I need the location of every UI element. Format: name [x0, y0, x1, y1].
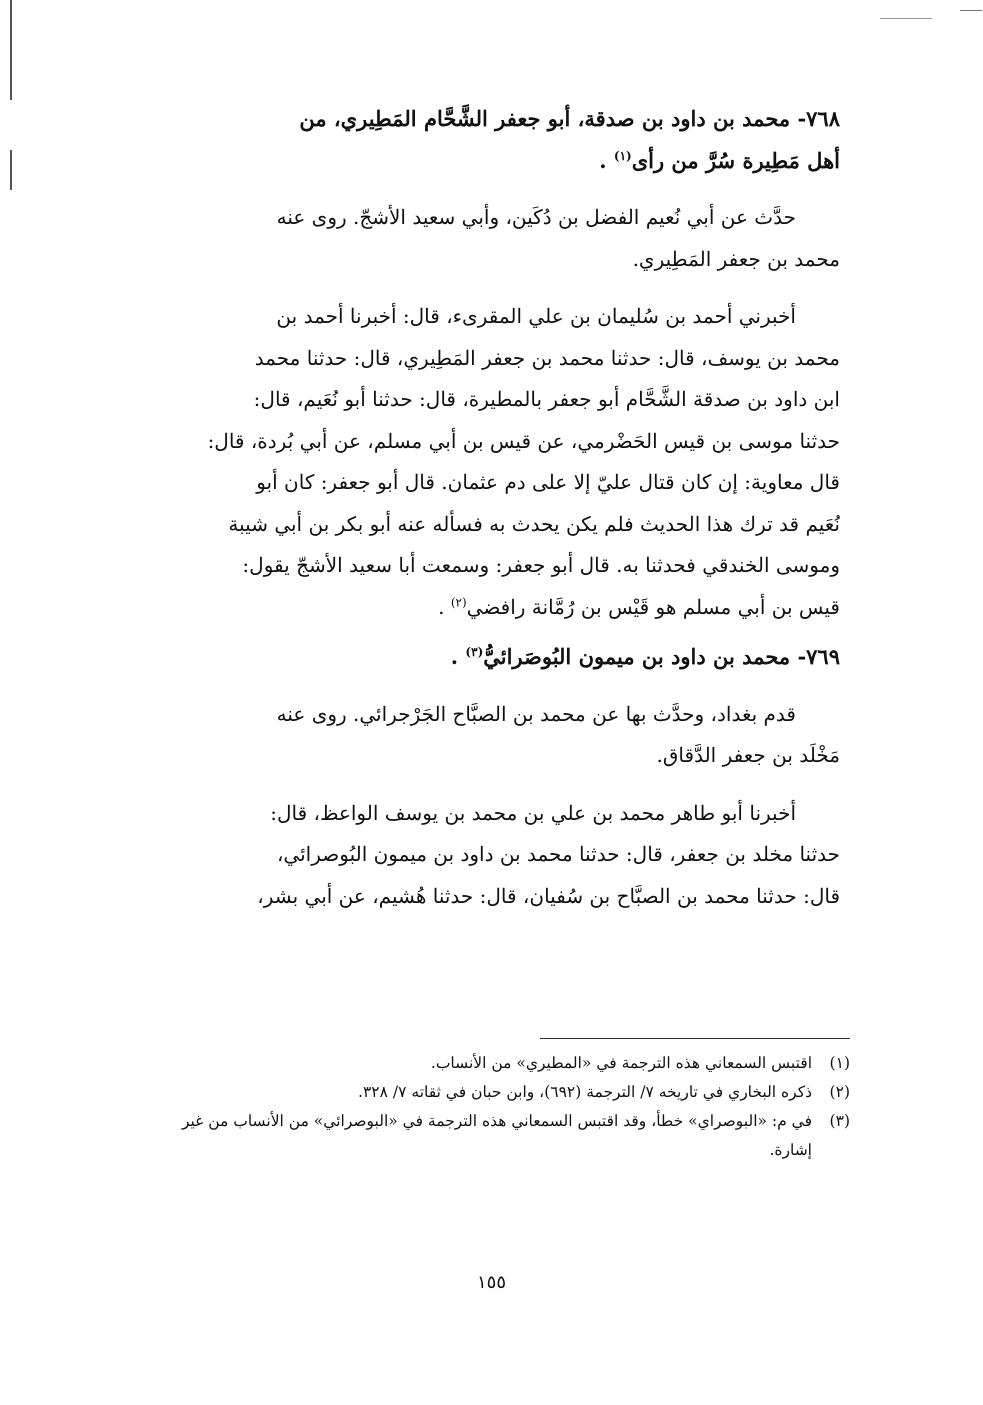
heading-text: أهل مَطِيرة سُرَّ من رأى [631, 147, 840, 173]
footnote-number: (١) [829, 1054, 850, 1072]
paragraph-line: وموسى الخندقي فحدثنا به. قال أبو جعفر: وسمعت أبا سعيد الأشجّ يقول: [242, 553, 840, 577]
footnote-ref-3: (٣) [465, 645, 484, 659]
paragraph-line: نُعَيم قد ترك هذا الحديث فلم يكن يحدث به فسأله عنه أبو بكر بن أبي شيبة [228, 511, 840, 536]
footnote-ref-2: (٢) [450, 594, 467, 609]
paragraph-end: . [438, 594, 451, 619]
paragraph-line: قال معاوية: إن كان قتال عليّ إلا على دم عثمان. قال أبو جعفر: كان أبو [256, 470, 840, 494]
paragraph-line: حدَّث عن أبي نُعيم الفضل بن دُكَين، وأبي سعيد الأشجّ. روى عنه [276, 205, 796, 229]
scan-edge-mark [10, 150, 12, 190]
page-number: ١٥٥ [476, 1272, 506, 1293]
paragraph-line: محمد بن يوسف، قال: حدثنا محمد بن جعفر المَطِيري، قال: حدثنا محمد [254, 345, 840, 370]
footnotes [140, 1038, 850, 1165]
footnote-number: (٢) [829, 1083, 850, 1101]
footnote-divider [540, 1038, 850, 1039]
entry-768-heading-continued [140, 140, 840, 182]
footnote [140, 1107, 850, 1165]
heading-text: ٧٦٩- محمد بن داود بن ميمون البُوصَرائيُّ [483, 644, 840, 669]
footnote-text: اقتبس السمعاني هذه الترجمة في «المطيري» من الأنساب. [430, 1054, 812, 1072]
paragraph-line: حدثنا موسى بن قيس الحَضْرمي، عن قيس بن أبي مسلم، عن أبي بُردة، قال: [207, 428, 840, 453]
footnote-text: ذكره البخاري في تاريخه ٧/ الترجمة (٦٩٢)، وابن حبان في ثقاته ٧/ ٣٢٨. [358, 1083, 812, 1101]
footnote [140, 1049, 850, 1078]
page-body [140, 98, 840, 917]
heading-end: . [450, 644, 466, 669]
footnote-text: في م: «البوصراي» خطأ، وقد اقتبس السمعاني هذه الترجمة في «البوصرائي» من الأنساب من غير إشارة. [181, 1112, 812, 1159]
paragraph-line: أخبرنا أبو طاهر محمد بن علي بن محمد بن يوسف الواعظ، قال: [270, 800, 796, 825]
paragraph-line: محمد بن جعفر المَطِيري. [632, 246, 840, 271]
entry-769-heading [140, 636, 840, 678]
paragraph-line-last [140, 587, 840, 629]
scan-edge-mark [960, 10, 982, 11]
paragraph-text: قيس بن أبي مسلم هو قَيْس بن رُمَّانة رافضي [466, 594, 840, 619]
footnote-ref-1: (١) [613, 148, 632, 163]
paragraph-line: قال: حدثنا محمد بن الصبَّاح بن سُفيان، قال: حدثنا هُشيم، عن أبي بشر، [257, 883, 840, 908]
heading-end: . [599, 147, 614, 173]
paragraph-line: أخبرني أحمد بن سُليمان بن علي المقرىء، قال: أخبرنا أحمد بن [276, 304, 796, 328]
footnote-number: (٣) [829, 1112, 850, 1130]
scan-edge-mark [10, 0, 12, 100]
scan-edge-mark [880, 18, 932, 19]
paragraph-line: حدثنا مخلد بن جعفر، قال: حدثنا محمد بن داود بن ميمون البُوصرائي، [276, 842, 840, 866]
paragraph-line: مَخْلَد بن جعفر الدَّقاق. [656, 743, 840, 767]
entry-768-heading: ٧٦٨- محمد بن داود بن صدقة، أبو جعفر الشَّحَّام المَطِيري، من [299, 106, 840, 131]
paragraph-line: قدم بغداد، وحدَّث بها عن محمد بن الصبَّاح الجَرْجرائي. روى عنه [276, 701, 796, 726]
paragraph-line: ابن داود بن صدقة الشَّحَّام أبو جعفر بالمطيرة، قال: حدثنا أبو نُعَيم، قال: [253, 387, 840, 411]
footnote [140, 1078, 850, 1107]
